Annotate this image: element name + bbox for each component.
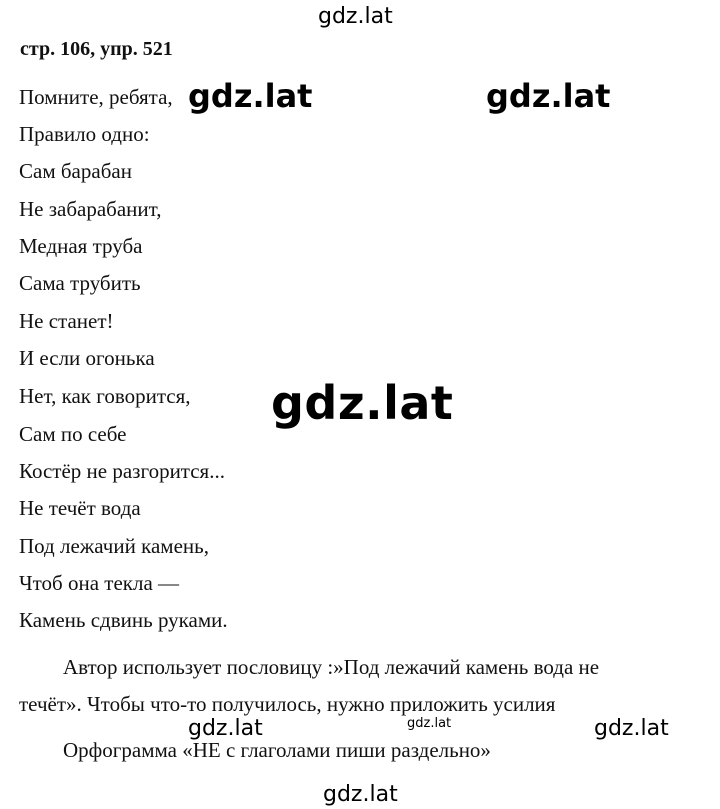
poem-line: Медная труба [19, 234, 143, 258]
poem-line: Не станет! [19, 309, 114, 333]
watermark-center: gdz.lat [271, 376, 454, 430]
poem-line: Правило одно: [19, 122, 150, 146]
poem-line: И если огонька [19, 346, 155, 370]
analysis-line-2: течёт». Чтобы что-то получилось, нужно приложить усилия [19, 692, 556, 716]
poem-line: Помните, ребята, [19, 85, 173, 109]
poem-line: Не течёт вода [19, 496, 141, 520]
poem-line: Камень сдвинь руками. [19, 608, 228, 632]
analysis-line-1: Автор использует пословицу :»Под лежачий камень вода не [63, 655, 600, 679]
poem-line: Сама трубить [19, 271, 141, 295]
watermark-lower-middle: gdz.lat [407, 716, 452, 731]
orthogram-note: Орфограмма «НЕ с глаголами пиши раздельно» [63, 738, 491, 762]
poem-line: Нет, как говорится, [19, 384, 191, 408]
poem-line: Костёр не разгорится... [19, 459, 225, 483]
watermark-bottom: gdz.lat [323, 782, 398, 807]
watermark-top: gdz.lat [318, 4, 393, 29]
watermark-bold-left: gdz.lat [188, 77, 313, 115]
poem-line: Сам барабан [19, 159, 132, 183]
watermark-lower-left: gdz.lat [188, 716, 263, 741]
watermark-bold-right: gdz.lat [486, 77, 611, 115]
poem-line: Под лежачий камень, [19, 534, 209, 558]
exercise-heading: стр. 106, упр. 521 [20, 38, 173, 60]
watermark-lower-right: gdz.lat [594, 716, 669, 741]
poem-line: Чтоб она текла — [19, 571, 180, 595]
poem-line: Сам по себе [19, 422, 127, 446]
poem-line: Не забарабанит, [19, 197, 162, 221]
